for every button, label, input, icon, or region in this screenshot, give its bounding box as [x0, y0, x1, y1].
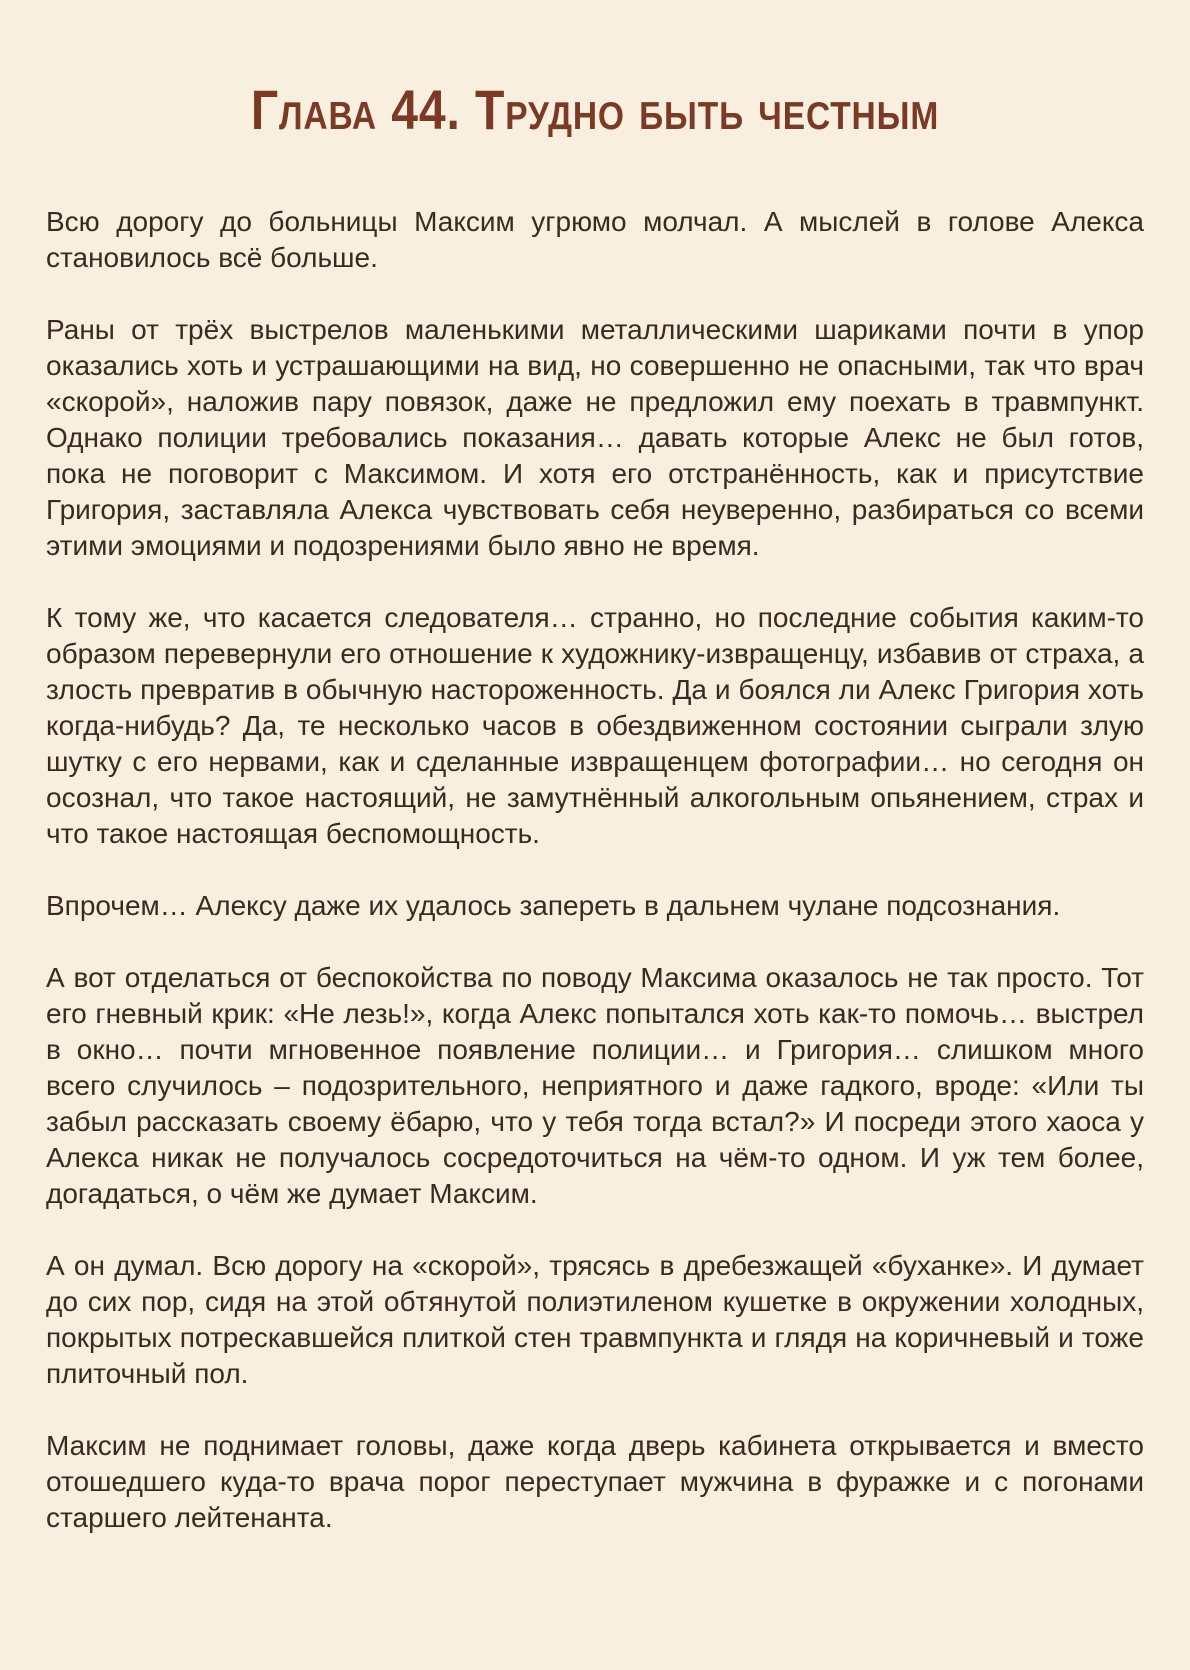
- chapter-text: [46, 204, 1144, 1572]
- chapter-title: Глава 44. Трудно быть честным: [250, 78, 940, 141]
- paragraph: К тому же, что касается следователя… странно, но последние события каким-то образом перевернули его отношение к художнику-извращенцу, избавив от страха, а злость превратив в обычную настороженность. Да и боялся ли Алекс Григория хоть когда-нибудь? Да, те несколько часов в обездвиженном состоянии сыграли злую шутку с его нервами, как и сделанные извращенцем фотографии… но сегодня он осознал, что такое настоящий, не замутнённый алкогольным опьянением, страх и что такое настоящая беспомощность.: [46, 602, 1144, 849]
- paragraph: Всю дорогу до больницы Максим угрюмо молчал. А мыслей в голове Алекса становилось всё больше.: [46, 206, 1144, 273]
- paragraph: Впрочем… Алексу даже их удалось запереть в дальнем чулане подсознания.: [46, 890, 1061, 921]
- paragraph: А вот отделаться от беспокойства по поводу Максима оказалось не так просто. Тот его гневный крик: «Не лезь!», когда Алекс попытался хоть как-то помочь… выстрел в окно… почти мгновенное появление полиции… и Григория… слишком много всего случилось – подозрительного, неприятного и даже гадкого, вроде: «Или ты забыл рассказать своему ёбарю, что у тебя тогда встал?» И посреди этого хаоса у Алекса никак не получалось сосредоточиться на чём-то одном. И уж тем более, догадаться, о чём же думает Максим.: [46, 962, 1144, 1209]
- paragraph: Раны от трёх выстрелов маленькими металлическими шариками почти в упор оказались хоть и устрашающими на вид, но совершенно не опасными, так что врач «скорой», наложив пару повязок, даже не предложил ему поехать в травмпункт. Однако полиции требовались показания… давать которые Алекс не был готов, пока не поговорит с Максимом. И хотя его отстранённость, как и присутствие Григория, заставляла Алекса чувствовать себя неуверенно, разбираться со всеми этими эмоциями и подозрениями было явно не время.: [46, 314, 1144, 561]
- paragraph: А он думал. Всю дорогу на «скорой», трясясь в дребезжащей «буханке». И думает до сих пор, сидя на этой обтянутой полиэтиленом кушетке в окружении холодных, покрытых потрескавшейся плиткой стен травмпункта и глядя на коричневый и тоже плиточный пол.: [46, 1250, 1144, 1389]
- paragraph: Максим не поднимает головы, даже когда дверь кабинета открывается и вместо отошедшего куда-то врача порог переступает мужчина в фуражке и с погонами старшего лейтенанта.: [46, 1430, 1144, 1533]
